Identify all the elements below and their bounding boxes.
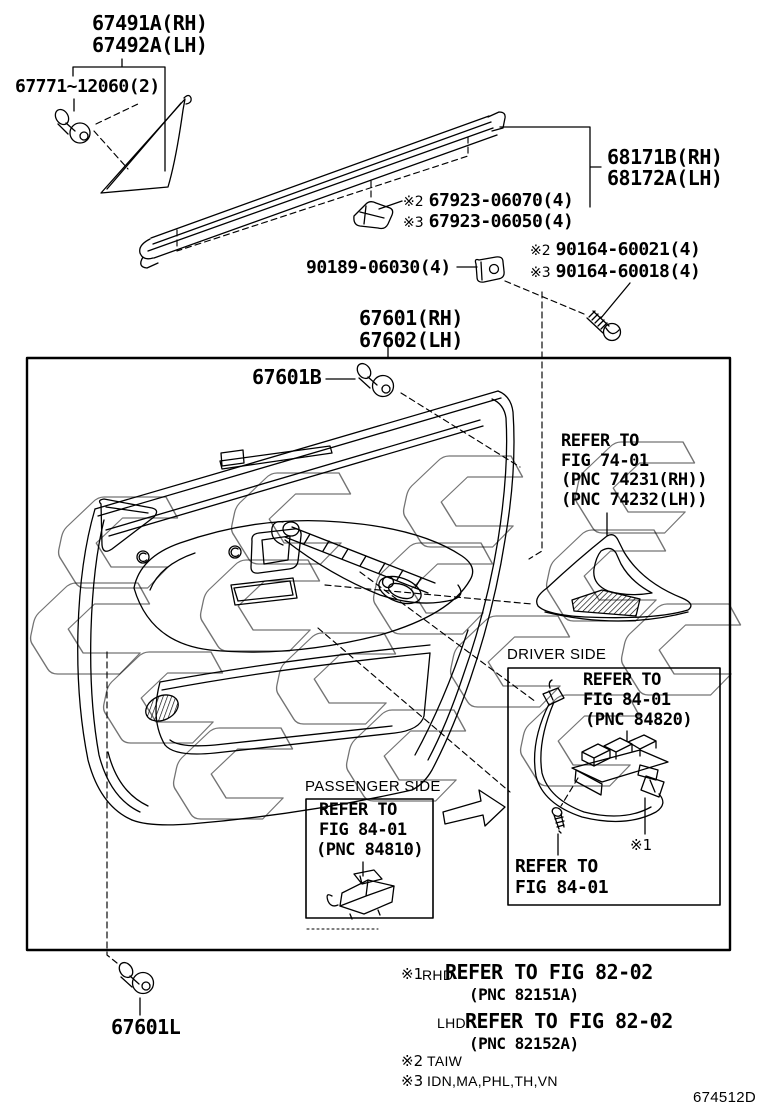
label-corner-pad-lh: 67492A(LH) xyxy=(92,33,208,57)
footnote-marker: ※3 xyxy=(403,215,424,231)
leader-line xyxy=(601,283,630,318)
leader-dash xyxy=(529,292,542,559)
push-clip-drawing-67771 xyxy=(53,107,90,143)
leader-dash xyxy=(94,131,128,169)
page-code: 674512D xyxy=(693,1089,756,1106)
footnote-marker: ※3 xyxy=(530,265,551,281)
footnote1-variant-b: LHD xyxy=(437,1015,466,1031)
pointer-arrow xyxy=(443,790,505,826)
driver-screw-refer-line2: FIG 84-01 xyxy=(515,877,609,898)
part-number: 90164-60018(4) xyxy=(555,261,701,282)
push-clip-drawing-67601B xyxy=(354,361,393,396)
label-screw-note2 xyxy=(530,239,700,260)
footnote1-pnc-a: (PNC 82151A) xyxy=(469,985,579,1004)
label-panel-clip: 90189-06030(4) xyxy=(306,257,451,278)
footnote1-text-a: REFER TO FIG 82-02 xyxy=(445,960,653,984)
label-belt-molding-lh: 68172A(LH) xyxy=(607,166,723,190)
screw-drawing-driver xyxy=(551,806,564,833)
push-clip-drawing-67601L xyxy=(116,960,153,993)
passenger-switch-drawing xyxy=(327,870,394,919)
refer-fig74-line3: (PNC 74231(RH)) xyxy=(561,470,708,490)
driver-refer-line1: REFER TO xyxy=(583,670,661,690)
label-belt-molding-rh: 68171B(RH) xyxy=(607,145,723,169)
label-clip-spacer: 67771~12060(2) xyxy=(15,76,160,97)
footnote1-marker: ※1 xyxy=(401,965,424,983)
part-number: 67923-06070(4) xyxy=(428,190,574,211)
leader-dash xyxy=(96,103,140,124)
driver-refer-line2: FIG 84-01 xyxy=(583,690,671,710)
leader-dash xyxy=(325,585,532,604)
refer-fig74-line4: (PNC 74232(LH)) xyxy=(561,490,708,510)
passenger-refer-line2: FIG 84-01 xyxy=(319,820,407,840)
footnote3-text: IDN,MA,PHL,TH,VN xyxy=(427,1073,558,1089)
label-screw-note3 xyxy=(530,261,700,282)
footnote2-marker: ※2 xyxy=(401,1052,424,1070)
driver-screw-refer-line1: REFER TO xyxy=(515,856,598,877)
refer-fig74-line2: FIG 74-01 xyxy=(561,451,649,471)
refer-fig74-line1: REFER TO xyxy=(561,431,639,451)
passenger-side-title: PASSENGER SIDE xyxy=(305,778,441,795)
part-number: 67923-06050(4) xyxy=(428,211,574,232)
footnote2-text: TAIW xyxy=(427,1053,463,1069)
footnote1-variant-a: RHD xyxy=(422,967,454,983)
label-board-clip-upper: 67601B xyxy=(252,365,322,389)
footnote1-pnc-b: (PNC 82152A) xyxy=(469,1034,579,1053)
label-molding-clip-note3 xyxy=(403,211,573,232)
label-trim-board-rh: 67601(RH) xyxy=(359,306,463,330)
panel-clip-drawing-90189 xyxy=(475,257,504,282)
part-number: 90164-60021(4) xyxy=(555,239,701,260)
driver-side-title: DRIVER SIDE xyxy=(507,646,607,663)
footnote3-marker: ※3 xyxy=(401,1072,424,1090)
armrest-garnish-drawing xyxy=(537,535,691,621)
footnote-marker: ※2 xyxy=(403,194,424,210)
label-molding-clip-note2 xyxy=(403,190,573,211)
passenger-refer-line3: (PNC 84810) xyxy=(316,840,424,860)
passenger-refer-line1: REFER TO xyxy=(319,800,397,820)
label-trim-board-lh: 67602(LH) xyxy=(359,328,463,352)
footnote1-text-b: REFER TO FIG 82-02 xyxy=(465,1009,673,1033)
corner-pad-drawing xyxy=(101,96,191,194)
driver-refer-line3: (PNC 84820) xyxy=(585,710,693,730)
footnote-marker: ※2 xyxy=(530,243,551,259)
leader-dash xyxy=(505,281,584,314)
leader-dash xyxy=(107,652,117,963)
driver-note-marker: ※1 xyxy=(630,836,653,854)
label-corner-pad-rh: 67491A(RH) xyxy=(92,11,208,35)
label-board-clip-lower: 67601L xyxy=(111,1015,181,1039)
